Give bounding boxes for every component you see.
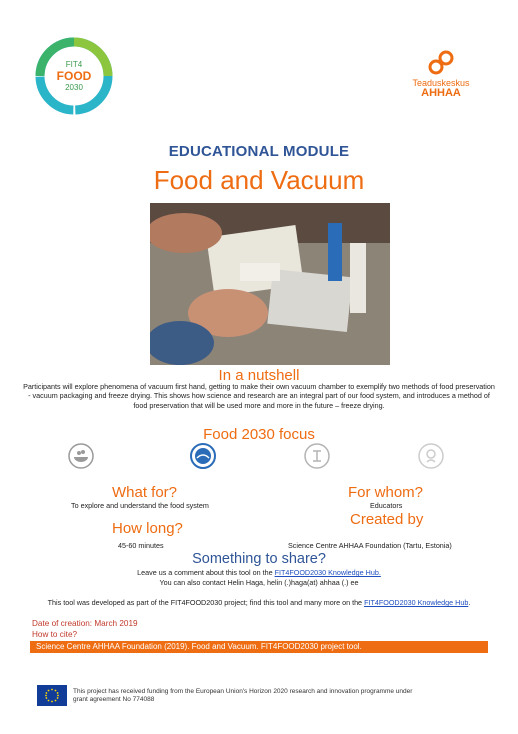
circularity-icon [304, 443, 330, 469]
knowledge-hub-link-2[interactable]: FIT4FOOD2030 Knowledge Hub [364, 598, 469, 607]
for-whom-value: Educators [370, 501, 403, 510]
climate-icon [190, 443, 216, 469]
creation-date: Date of creation: March 2019 [32, 619, 138, 628]
what-for-heading: What for? [112, 484, 178, 501]
tool-origin-line [0, 598, 518, 607]
funding-line-2: grant agreement No 774088 [73, 696, 155, 703]
ahhaa-logo-mark [427, 50, 455, 76]
module-kicker: EDUCATIONAL MODULE [168, 143, 350, 160]
logo-text-food: FOOD [56, 69, 92, 83]
how-long-heading: How long? [112, 520, 183, 537]
funding-line-1: This project has received funding from the European Union's Horizon 2020 research and innovation programme under [73, 688, 413, 695]
fit4food2030-logo [34, 36, 114, 116]
citation-text: Science Centre AHHAA Foundation (2019). Food and Vacuum. FIT4FOOD2030 project tool. [36, 642, 362, 651]
workshop-photo [150, 203, 390, 365]
logo-text-fit4: FIT4 [65, 60, 83, 69]
knowledge-hub-link[interactable]: FIT4FOOD2030 Knowledge Hub. [274, 568, 381, 577]
ahhaa-name-line1: Teaduskeskus [412, 78, 470, 88]
tool-origin-period: . [468, 598, 471, 607]
focus-heading: Food 2030 focus [203, 426, 315, 443]
page-title: Food and Vacuum [153, 165, 365, 195]
how-long-value: 45-60 minutes [118, 541, 164, 550]
share-comment-text: Leave us a comment about this tool on the [137, 568, 275, 577]
eu-flag-icon [37, 685, 67, 706]
funding-statement [73, 688, 463, 704]
what-for-value: To explore and understand the food system [71, 501, 209, 510]
tool-origin-text: This tool was developed as part of the FIT4FOOD2030 project; find this tool and many more on the [47, 598, 365, 607]
nutshell-heading: In a nutshell [218, 367, 300, 384]
nutrition-icon [68, 443, 94, 469]
nutshell-text: Participants will explore phenomena of vacuum first hand, getting to make their own vacuum chamber to exemplify two methods of food preservation - vacuum packaging and freeze drying. This shows how science and research are an integral part of our food system, and introduces a method of food preservation that will be used more and more in the future – freeze drying. [23, 382, 495, 410]
share-contact-line: You can also contact Helin Haga, helin (.)haga(at) ahhaa (.) ee [159, 578, 359, 587]
created-by-value: Science Centre AHHAA Foundation (Tartu, Estonia) [288, 541, 452, 550]
share-comment-line [0, 568, 518, 577]
ahhaa-name-line2: AHHAA [421, 87, 461, 99]
share-heading: Something to share? [192, 551, 326, 567]
created-by-heading: Created by [350, 511, 424, 528]
logo-text-2030: 2030 [65, 83, 83, 92]
how-to-cite-label: How to cite? [32, 630, 78, 639]
ahhaa-logo [410, 50, 472, 98]
for-whom-heading: For whom? [348, 484, 424, 501]
innovation-icon [418, 443, 444, 469]
